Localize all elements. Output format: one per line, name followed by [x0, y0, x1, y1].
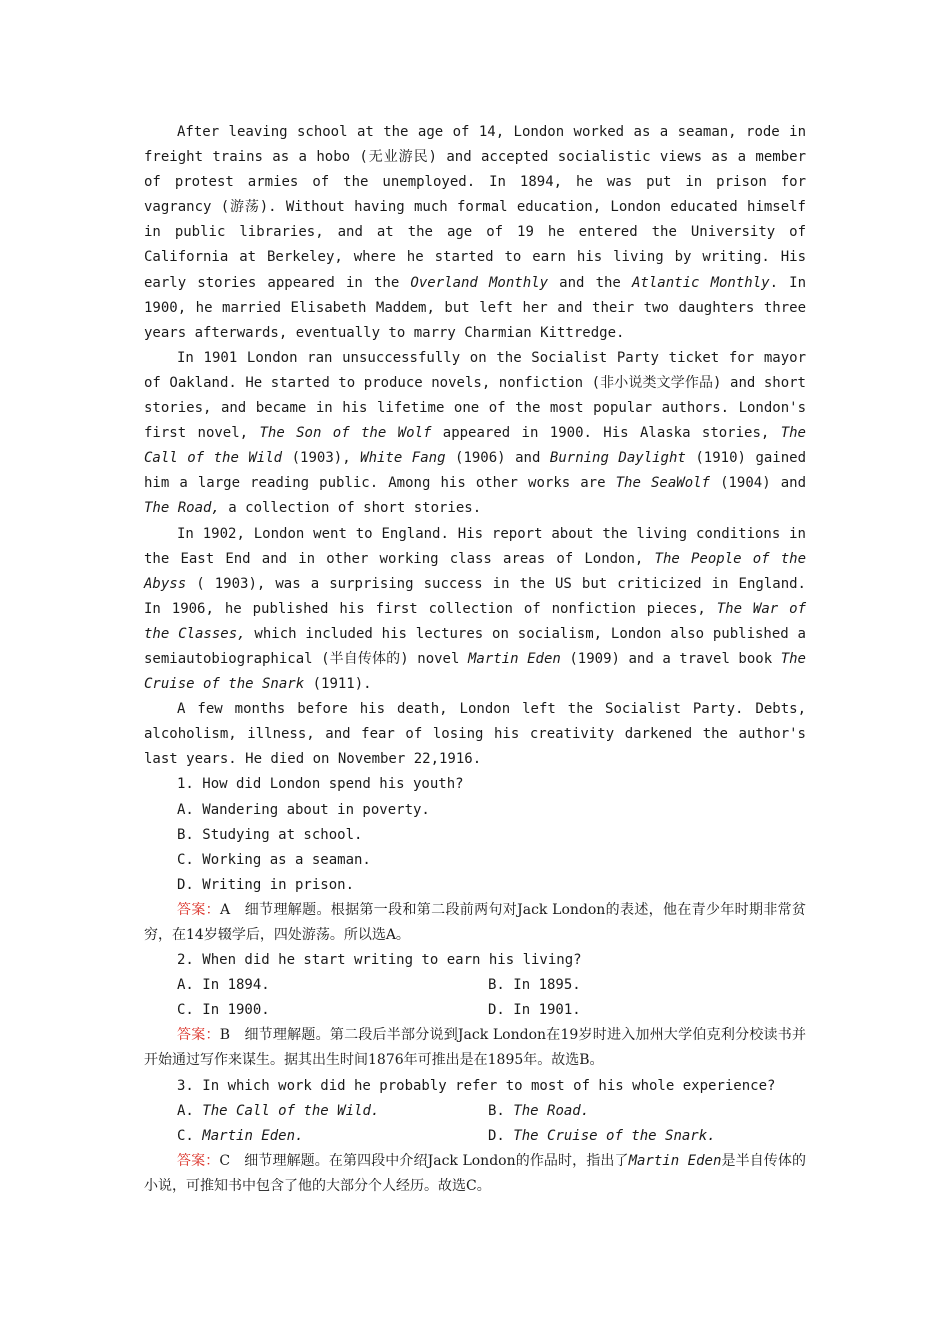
question-1-answer: 答案：A 细节理解题。根据第一段和第二段前两句对Jack London的表述，他在青少年时期非常贫穷，在14岁辍学后，四处游荡。所以选A。	[144, 901, 806, 943]
question-2-option-a: A. In 1894.	[177, 977, 270, 994]
title-call-of-the-wild: The Call of the Wild	[144, 425, 806, 467]
question-3-stem: 3. In which work did he probably refer to most of his whole experience?	[177, 1077, 776, 1094]
question-2-answer: 答案：B 细节理解题。第二段后半部分说到Jack London在19岁时进入加州大学伯克利分校读书并开始通过写作来谋生。据其出生时间1876年可推出是在1895年。故选B。	[144, 1027, 807, 1069]
title-overland-monthly: Overland Monthly	[410, 274, 548, 291]
question-3-option-c: C. Martin Eden.	[177, 1127, 304, 1144]
question-2-stem: 2. When did he start writing to earn his living?	[177, 952, 582, 969]
question-1-stem: 1. How did London spend his youth?	[177, 776, 464, 793]
title-sea-wolf: The SeaWolf	[615, 475, 710, 492]
title-martin-eden: Martin Eden	[467, 650, 561, 667]
title-son-of-the-wolf: The Son of the Wolf	[259, 425, 432, 442]
question-3-option-d: D. The Cruise of the Snark.	[488, 1127, 716, 1144]
document-page	[144, 120, 806, 1199]
question-2-option-b: B. In 1895.	[488, 977, 581, 994]
question-1-option-c: C. Working as a seaman.	[177, 851, 371, 868]
title-white-fang: White Fang	[360, 450, 446, 467]
title-atlantic-monthly: Atlantic Monthly	[632, 274, 770, 291]
question-2-option-d: D. In 1901.	[488, 1002, 581, 1019]
question-3-options-row-1	[144, 1099, 806, 1124]
question-3-option-b: B. The Road.	[488, 1102, 590, 1119]
title-the-road: The Road,	[144, 500, 220, 517]
title-cruise-of-the-snark: The Cruise of the Snark	[144, 650, 806, 693]
passage-paragraph-3: In 1902, London went to England. His report about the living conditions in the East End and in other working class areas of London, The People of the Abyss ( 1903), was a surprising success in the US but criticized in England. In 1906, he published his first collection of nonfiction pieces, The War of the Classes, which included his lectures on socialism, London also published a semiautobiographical (半自传体的) novel Martin Eden (1909) and a travel book The Cruise of the Snark (1911).	[144, 525, 807, 693]
answer-label: 答案：	[177, 901, 220, 918]
question-3-options-row-2	[144, 1124, 806, 1149]
passage-paragraph-4: A few months before his death, London left the Socialist Party. Debts, alcoholism, illness, and fear of losing his creativity darkened the author's last years. He died on November 22,1916.	[144, 701, 806, 768]
title-burning-daylight: Burning Daylight	[549, 450, 686, 467]
passage-paragraph-2: In 1901 London ran unsuccessfully on the Socialist Party ticket for mayor of Oakland. He started to produce novels, nonfiction (非小说类文学作品) and short stories, and became in his lifetime one of the most popular authors. London's first novel, The Son of the Wolf appeared in 1900. His Alaska stories, The Call of the Wild (1903), White Fang (1906) and Burning Daylight (1910) gained him a large reading public. Among his other works are The SeaWolf (1904) and The Road, a collection of short stories.	[144, 349, 807, 517]
question-2-options-row-1	[144, 973, 806, 998]
title-people-of-the-abyss: The People of the Abyss	[144, 550, 807, 592]
question-3-option-a: A. The Call of the Wild.	[177, 1102, 380, 1119]
passage-paragraph-1: After leaving school at the age of 14, London worked as a seaman, rode in freight trains as a hobo (无业游民) and accepted socialistic views as a member of protest armies of the unemployed. In 1894, he was put in prison for vagrancy (游荡). Without having much formal education, London educated himself in public libraries, and at the age of 19 he entered the University of California at Berkeley, where he started to earn his living by writing. His early stories appeared in the Overland Monthly and the Atlantic Monthly. In 1900, he married Elisabeth Maddem, but left her and their two daughters three years afterwards, eventually to marry Charmian Kittredge.	[144, 124, 807, 341]
question-2-option-c: C. In 1900.	[177, 1002, 270, 1019]
question-1-option-a: A. Wandering about in poverty.	[177, 801, 430, 818]
question-1-option-b: B. Studying at school.	[177, 826, 363, 843]
question-2-options-row-2	[144, 998, 806, 1023]
question-1-option-d: D. Writing in prison.	[177, 876, 355, 893]
question-3-answer: 答案：C 细节理解题。在第四段中介绍Jack London的作品时，指出了Martin Eden是半自传体的小说，可推知书中包含了他的大部分个人经历。故选C。	[144, 1152, 807, 1194]
title-war-of-the-classes: The War of the Classes,	[144, 600, 806, 642]
answer-label: 答案：	[177, 1152, 220, 1169]
answer-label: 答案：	[177, 1027, 220, 1044]
